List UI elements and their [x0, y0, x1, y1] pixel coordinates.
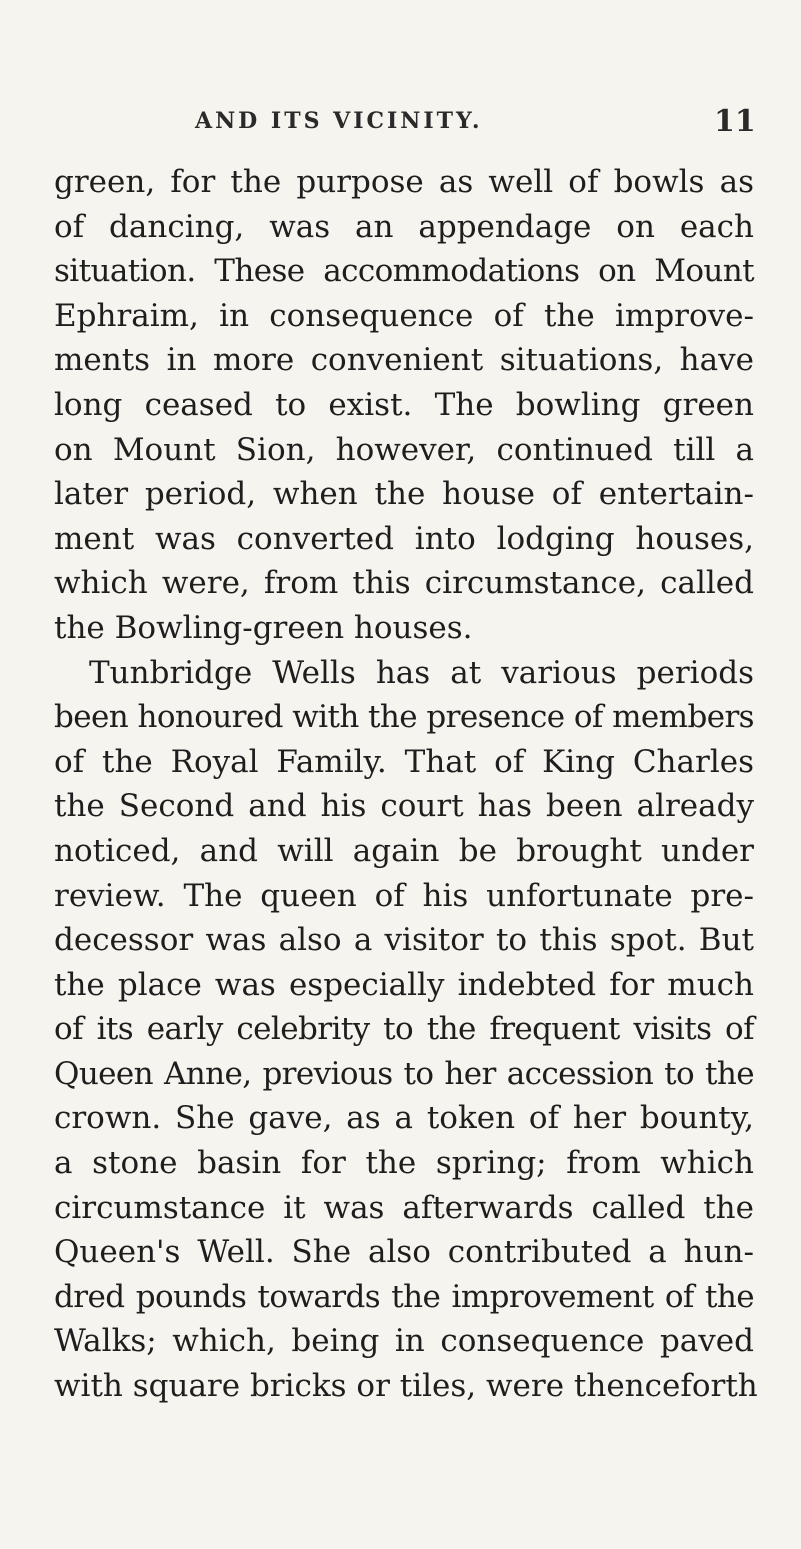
text-line: review. The queen of his unfortunate pre-	[54, 877, 754, 914]
text-line: dred pounds towards the improvement of the	[54, 1278, 754, 1315]
text-line: decessor was also a visitor to this spot. But	[54, 922, 754, 959]
running-head: AND ITS VICINITY.	[195, 108, 483, 134]
text-line: which were, from this circumstance, called	[54, 565, 754, 602]
text-line: of dancing, was an appendage on each	[54, 208, 754, 245]
text-line: noticed, and will again be brought under	[54, 832, 754, 869]
body-text	[54, 160, 758, 1409]
text-line: Ephraim, in consequence of the improve-	[54, 297, 754, 334]
text-line: crown. She gave, as a token of her bounty,	[54, 1100, 754, 1137]
text-line: a stone basin for the spring; from which	[54, 1145, 754, 1182]
text-line: the Bowling-green houses.	[54, 609, 473, 646]
text-line: Walks; which, being in consequence paved	[54, 1323, 754, 1360]
text-line: Queen Anne, previous to her accession to the	[54, 1055, 754, 1092]
text-line: long ceased to exist. The bowling green	[54, 386, 754, 423]
text-line: Queen's Well. She also contributed a hun-	[54, 1234, 754, 1271]
text-line: circumstance it was afterwards called the	[54, 1189, 754, 1226]
text-line: on Mount Sion, however, continued till a	[54, 431, 754, 468]
text-line: the place was especially indebted for much	[54, 966, 754, 1003]
text-line: of the Royal Family. That of King Charles	[54, 743, 754, 780]
text-line: situation. These accommodations on Mount	[54, 253, 754, 290]
text-line: the Second and his court has been already	[54, 788, 754, 825]
text-line: of its early celebrity to the frequent visits of	[54, 1011, 754, 1048]
text-line: ments in more convenient situations, have	[54, 342, 754, 379]
text-line: Tunbridge Wells has at various periods	[89, 654, 754, 691]
text-line: later period, when the house of entertain-	[54, 476, 754, 513]
text-line: ment was converted into lodging houses,	[54, 520, 754, 557]
text-line: with square bricks or tiles, were thenceforth	[54, 1368, 758, 1405]
text-line: been honoured with the presence of members	[54, 699, 754, 736]
page-number: 11	[714, 104, 756, 139]
text-line: green, for the purpose as well of bowls as	[54, 164, 754, 200]
